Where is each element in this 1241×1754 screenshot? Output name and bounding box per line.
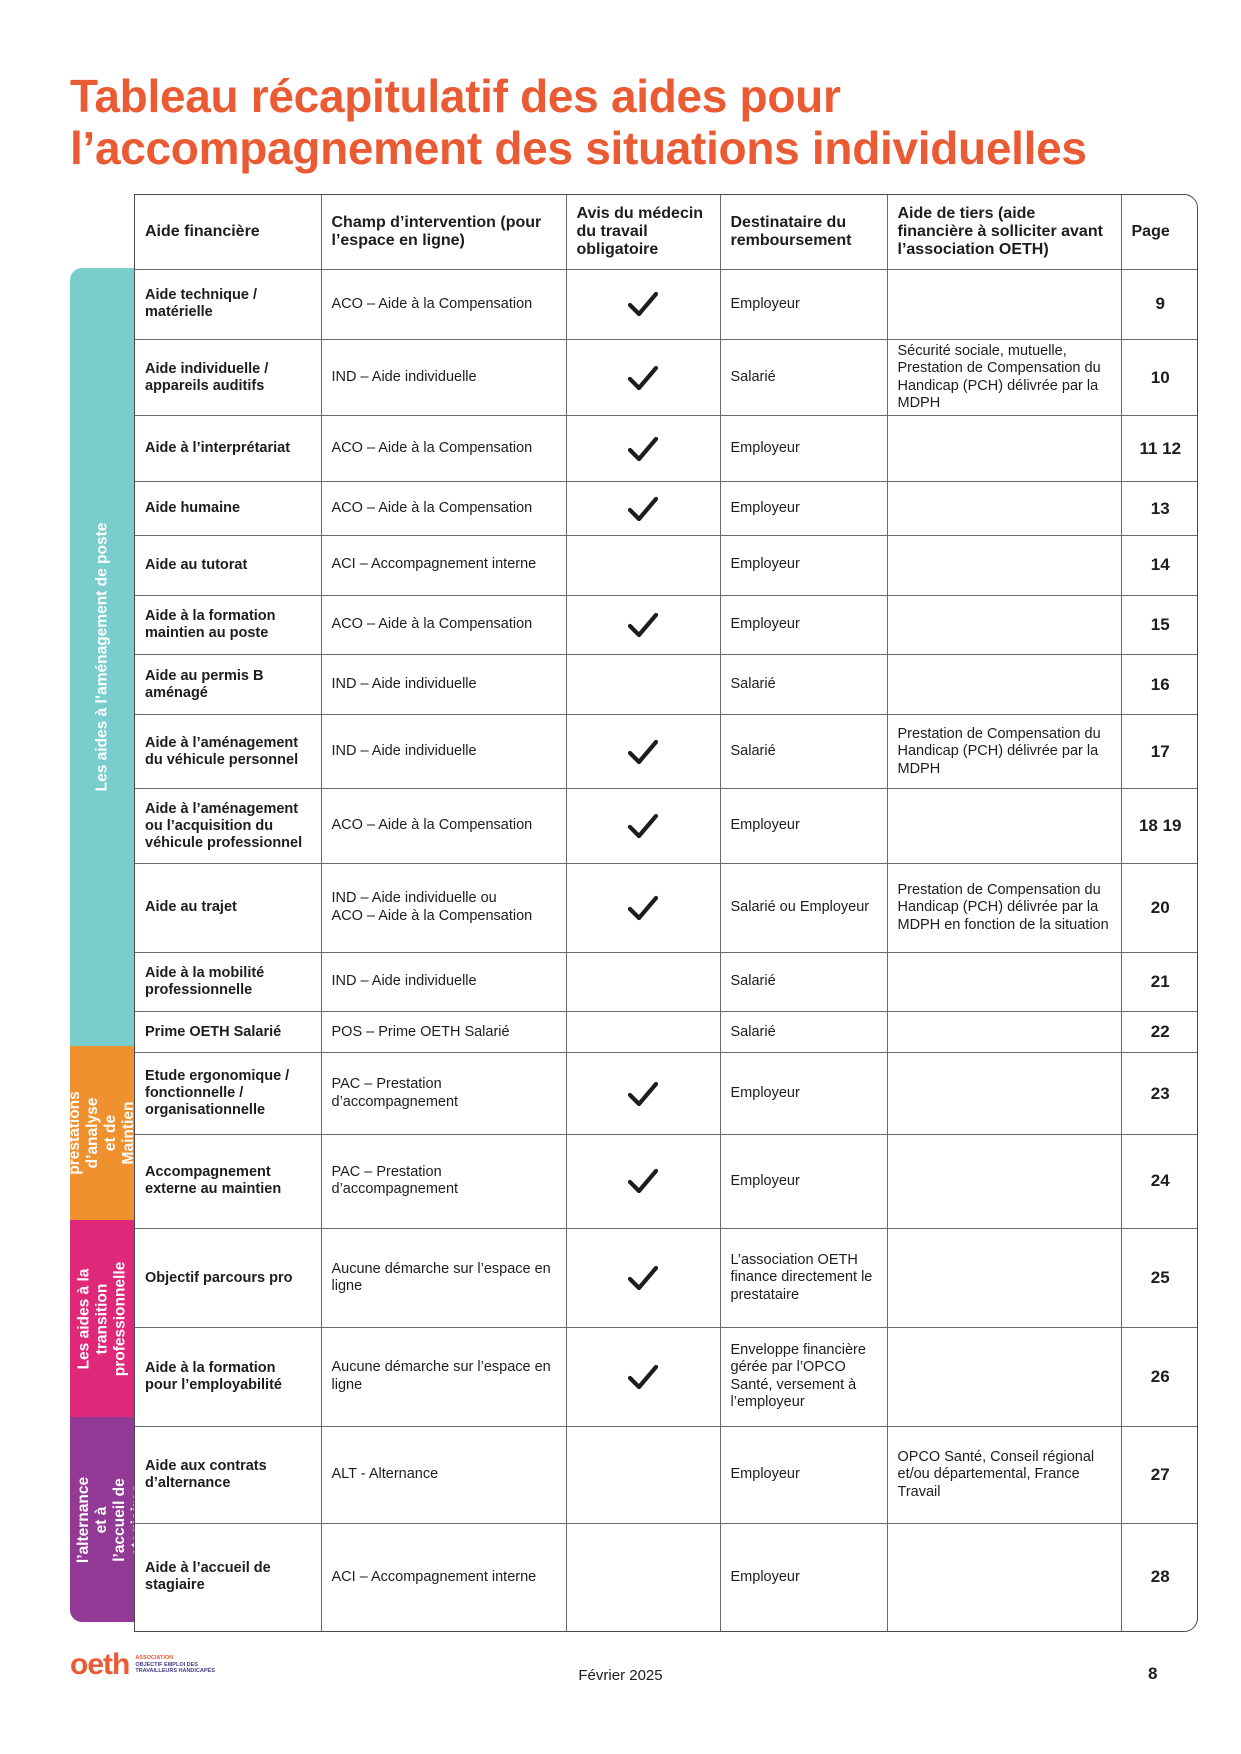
cell-champ: ALT - Alternance	[321, 1426, 566, 1523]
cell-champ: IND – Aide individuelle ou ACO – Aide à la Compensation	[321, 863, 566, 952]
cell-destinataire: Employeur	[720, 789, 887, 863]
table-row	[135, 1328, 1198, 1426]
cell-avis	[566, 595, 720, 654]
cell-tiers	[887, 1012, 1121, 1053]
cell-avis	[566, 416, 720, 482]
cell-avis	[566, 1012, 720, 1053]
cell-tiers	[887, 269, 1121, 339]
cell-tiers	[887, 535, 1121, 595]
header-aide-financiere: Aide financière	[135, 195, 321, 269]
table-row	[135, 863, 1198, 952]
cell-aide: Aide à la formation pour l’employabilité	[135, 1328, 321, 1426]
cell-destinataire: Employeur	[720, 269, 887, 339]
table-row	[135, 482, 1198, 535]
table-row	[135, 1228, 1198, 1327]
cell-page: 15	[1121, 595, 1198, 654]
page-title-line-1: Tableau récapitulatif des aides pour	[70, 70, 841, 122]
cell-champ: ACI – Accompagnement interne	[321, 1523, 566, 1631]
table-row	[135, 655, 1198, 715]
cell-destinataire: Salarié	[720, 715, 887, 789]
cell-destinataire: Employeur	[720, 482, 887, 535]
cell-champ: POS – Prime OETH Salarié	[321, 1012, 566, 1053]
cell-avis	[566, 339, 720, 415]
cell-tiers	[887, 789, 1121, 863]
cell-avis	[566, 482, 720, 535]
table-row	[135, 1053, 1198, 1134]
table-row	[135, 595, 1198, 654]
cell-avis	[566, 1523, 720, 1631]
checkmark-icon	[627, 291, 659, 317]
section-label: Les aides à l’aménagement de poste	[93, 522, 110, 792]
cell-avis	[566, 1328, 720, 1426]
header-avis-medecin: Avis du médecin du travail obligatoire	[566, 195, 720, 269]
section-label: Les prestations d’analyse et de Maintien au poste	[48, 1091, 156, 1175]
cell-destinataire: Enveloppe financière gérée par l’OPCO Santé, versement à l’employeur	[720, 1328, 887, 1426]
cell-aide: Objectif parcours pro	[135, 1228, 321, 1327]
checkmark-icon	[627, 496, 659, 522]
cell-destinataire: Employeur	[720, 535, 887, 595]
cell-destinataire: Employeur	[720, 1134, 887, 1228]
cell-champ: ACI – Accompagnement interne	[321, 535, 566, 595]
checkmark-icon	[627, 365, 659, 391]
checkmark-icon	[627, 1168, 659, 1194]
table-row	[135, 789, 1198, 863]
cell-tiers	[887, 416, 1121, 482]
cell-champ: ACO – Aide à la Compensation	[321, 269, 566, 339]
cell-avis	[566, 1134, 720, 1228]
cell-avis	[566, 535, 720, 595]
checkmark-icon	[627, 1081, 659, 1107]
cell-champ: IND – Aide individuelle	[321, 953, 566, 1012]
checkmark-icon	[627, 612, 659, 638]
cell-aide: Aide humaine	[135, 482, 321, 535]
cell-page: 18 19	[1121, 789, 1198, 863]
cell-aide: Aide technique / matérielle	[135, 269, 321, 339]
table-row	[135, 535, 1198, 595]
cell-destinataire: Salarié ou Employeur	[720, 863, 887, 952]
cell-page: 25	[1121, 1228, 1198, 1327]
table-row	[135, 715, 1198, 789]
logo-subtitle: ASSOCIATION OBJECTIF EMPLOI DES TRAVAILLEURS HANDICAPÉS	[135, 1655, 215, 1675]
aides-table	[134, 194, 1198, 1632]
cell-aide: Aide à l’interprétariat	[135, 416, 321, 482]
cell-page: 17	[1121, 715, 1198, 789]
cell-avis	[566, 1053, 720, 1134]
cell-aide: Aide aux contrats d’alternance	[135, 1426, 321, 1523]
cell-avis	[566, 863, 720, 952]
checkmark-icon	[627, 895, 659, 921]
cell-avis	[566, 1228, 720, 1327]
cell-page: 10	[1121, 339, 1198, 415]
cell-avis	[566, 953, 720, 1012]
section-label: Les aides à l’alternance et à l’accueil de stagiaires	[57, 1476, 146, 1563]
cell-avis	[566, 715, 720, 789]
table-row	[135, 1426, 1198, 1523]
cell-aide: Aide à la formation maintien au poste	[135, 595, 321, 654]
section-band-alternance	[57, 1417, 146, 1622]
table-row	[135, 416, 1198, 482]
table-row	[135, 339, 1198, 415]
cell-page: 20	[1121, 863, 1198, 952]
cell-page: 16	[1121, 655, 1198, 715]
cell-destinataire: Employeur	[720, 1053, 887, 1134]
cell-champ: PAC – Prestation d’accompagnement	[321, 1134, 566, 1228]
table-row	[135, 269, 1198, 339]
cell-tiers	[887, 953, 1121, 1012]
cell-aide: Prime OETH Salarié	[135, 1012, 321, 1053]
header-aide-tiers: Aide de tiers (aide financière à solliciter avant l’association OETH)	[887, 195, 1121, 269]
cell-aide: Aide à la mobilité professionnelle	[135, 953, 321, 1012]
table-row	[135, 1012, 1198, 1053]
cell-page: 11 12	[1121, 416, 1198, 482]
cell-page: 23	[1121, 1053, 1198, 1134]
cell-tiers: OPCO Santé, Conseil régional et/ou départemental, France Travail	[887, 1426, 1121, 1523]
cell-tiers	[887, 1134, 1121, 1228]
cell-destinataire: Employeur	[720, 416, 887, 482]
page-title-line-2: l’accompagnement des situations individuelles	[70, 122, 1087, 174]
table-row	[135, 1134, 1198, 1228]
cell-champ: Aucune démarche sur l’espace en ligne	[321, 1228, 566, 1327]
cell-page: 21	[1121, 953, 1198, 1012]
cell-aide: Aide au permis B aménagé	[135, 655, 321, 715]
cell-aide: Aide à l’aménagement ou l’acquisition du véhicule professionnel	[135, 789, 321, 863]
checkmark-icon	[627, 436, 659, 462]
footer-date: Février 2025	[578, 1667, 663, 1684]
cell-tiers	[887, 1053, 1121, 1134]
cell-aide: Accompagnement externe au maintien	[135, 1134, 321, 1228]
cell-tiers	[887, 1328, 1121, 1426]
cell-tiers: Prestation de Compensation du Handicap (PCH) délivrée par la MDPH en fonction de la situation	[887, 863, 1121, 952]
section-band-transition	[70, 1220, 134, 1417]
cell-champ: IND – Aide individuelle	[321, 655, 566, 715]
checkmark-icon	[627, 1364, 659, 1390]
cell-page: 14	[1121, 535, 1198, 595]
cell-page: 22	[1121, 1012, 1198, 1053]
header-page: Page	[1121, 195, 1198, 269]
section-band-prestations	[48, 1046, 156, 1220]
page-title	[70, 70, 1087, 174]
section-label: Les aides à la transition professionnelle	[75, 1261, 129, 1376]
cell-avis	[566, 269, 720, 339]
checkmark-icon	[627, 739, 659, 765]
cell-avis	[566, 655, 720, 715]
cell-aide: Aide à l’accueil de stagiaire	[135, 1523, 321, 1631]
cell-champ: ACO – Aide à la Compensation	[321, 789, 566, 863]
cell-page: 28	[1121, 1523, 1198, 1631]
cell-champ: ACO – Aide à la Compensation	[321, 595, 566, 654]
cell-champ: IND – Aide individuelle	[321, 339, 566, 415]
cell-avis	[566, 789, 720, 863]
page-number: 8	[1148, 1664, 1158, 1683]
cell-champ: IND – Aide individuelle	[321, 715, 566, 789]
cell-page: 13	[1121, 482, 1198, 535]
cell-page: 9	[1121, 269, 1198, 339]
cell-destinataire: Salarié	[720, 339, 887, 415]
cell-destinataire: Employeur	[720, 1523, 887, 1631]
cell-destinataire: Salarié	[720, 655, 887, 715]
cell-aide: Aide au tutorat	[135, 535, 321, 595]
header-destinataire: Destinataire du remboursement	[720, 195, 887, 269]
cell-tiers	[887, 655, 1121, 715]
table-row	[135, 1523, 1198, 1631]
cell-tiers: Prestation de Compensation du Handicap (PCH) délivrée par la MDPH	[887, 715, 1121, 789]
cell-destinataire: Employeur	[720, 595, 887, 654]
cell-tiers	[887, 595, 1121, 654]
checkmark-icon	[627, 813, 659, 839]
cell-aide: Etude ergonomique / fonctionnelle / organisationnelle	[135, 1053, 321, 1134]
cell-champ: Aucune démarche sur l’espace en ligne	[321, 1328, 566, 1426]
table-header-row	[135, 195, 1198, 269]
checkmark-icon	[627, 1265, 659, 1291]
cell-aide: Aide à l’aménagement du véhicule personnel	[135, 715, 321, 789]
cell-tiers: Sécurité sociale, mutuelle, Prestation de Compensation du Handicap (PCH) délivrée par la MDPH	[887, 339, 1121, 415]
cell-destinataire: Salarié	[720, 953, 887, 1012]
cell-page: 26	[1121, 1328, 1198, 1426]
cell-destinataire: L’association OETH finance directement le prestataire	[720, 1228, 887, 1327]
cell-destinataire: Salarié	[720, 1012, 887, 1053]
cell-page: 27	[1121, 1426, 1198, 1523]
cell-destinataire: Employeur	[720, 1426, 887, 1523]
header-champ-intervention: Champ d’intervention (pour l’espace en ligne)	[321, 195, 566, 269]
cell-avis	[566, 1426, 720, 1523]
table-row	[135, 953, 1198, 1012]
logo-word: oeth	[70, 1648, 130, 1681]
cell-tiers	[887, 1523, 1121, 1631]
cell-page: 24	[1121, 1134, 1198, 1228]
cell-aide: Aide au trajet	[135, 863, 321, 952]
section-band-amenagement	[70, 268, 134, 1046]
cell-tiers	[887, 482, 1121, 535]
cell-champ: ACO – Aide à la Compensation	[321, 416, 566, 482]
cell-aide: Aide individuelle / appareils auditifs	[135, 339, 321, 415]
cell-tiers	[887, 1228, 1121, 1327]
cell-champ: PAC – Prestation d’accompagnement	[321, 1053, 566, 1134]
cell-champ: ACO – Aide à la Compensation	[321, 482, 566, 535]
